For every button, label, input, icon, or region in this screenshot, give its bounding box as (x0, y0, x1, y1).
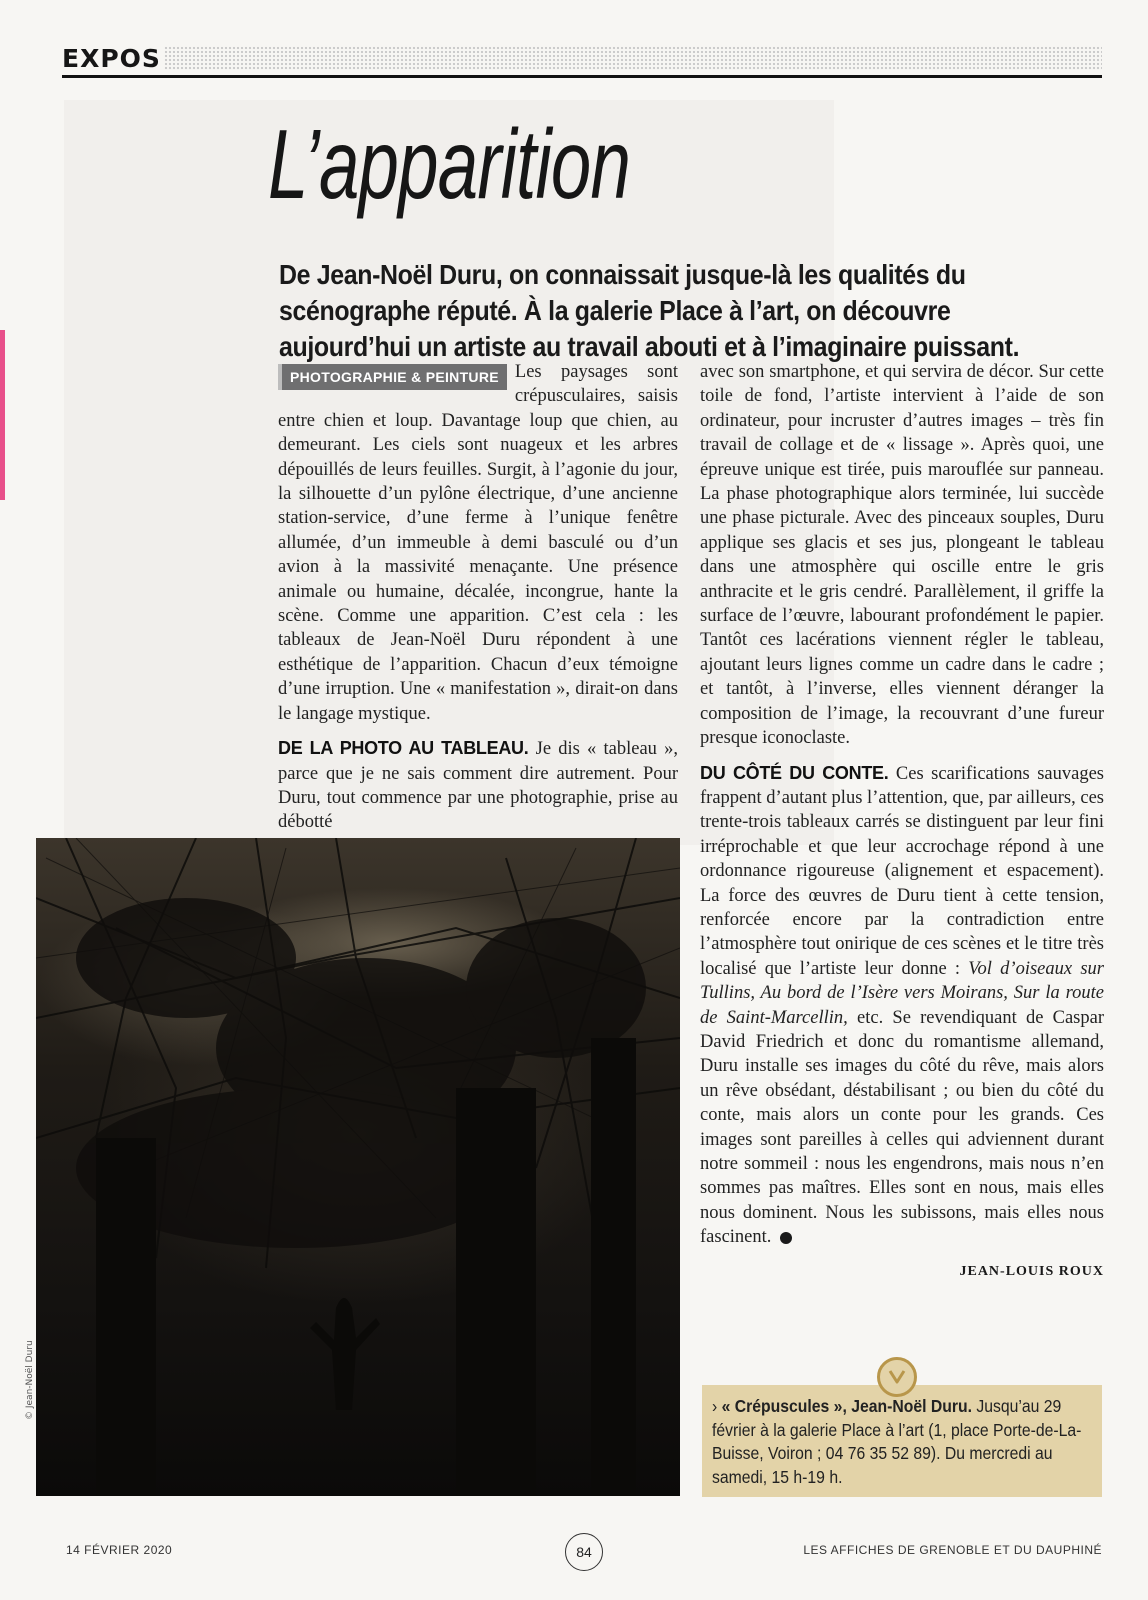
end-of-article-dot (780, 1232, 792, 1244)
column-right (700, 360, 1104, 1280)
section-label: EXPOS (62, 44, 161, 73)
info-bullet: › (712, 1396, 718, 1416)
photo-credit: © Jean-Noël Duru (25, 1340, 35, 1420)
paragraph-intro-text: Les paysages sont crépusculaires, saisis entre chien et loup. Davantage loup que chien, au demeurant. Les ciels sont nuageux et les arbres dépouillés de leurs feuilles. Surgit, à l’agonie du jour, la silhouette d’un pylône électrique, d’une ancienne station-service, d’une ferme à l’unique fenêtre allumée, d’un immeuble à demi basculé ou d’un avion à la massivité menaçante. Une présence animale ou humaine, décalée, incongrue, hante la scène. Comme une apparition. C’est cela : les tableaux de Jean-Noël Duru répondent à une esthétique de l’apparition. Chacun d’eux témoigne d’une irruption. Une « manifestation », dirait-on dans le langage mystique. (278, 362, 678, 724)
artwork-titles: Vol d’oiseaux sur Tullins, Au bord de l’Isère vers Moirans, Sur la route de Saint-Marcellin, (700, 958, 1104, 1028)
paragraph-process: avec son smartphone, et qui servira de décor. Sur cette toile de fond, l’artiste intervient à l’aide de son ordinateur, pour incruster d’autres images – très fin travail de collage et de « lissage ». Après quoi, une épreuve unique est tirée, puis marouflée sur panneau. La phase photographique alors terminée, lui succède une phase picturale. Avec des pinceaux souples, Duru applique ses glacis et ses jus, plongeant le tableau dans une atmosphère qui oscille entre le gris anthracite et le gris cendré. Parallèlement, il griffe la surface de l’œuvre, labourant profondément le papier. Tantôt ces lacérations viennent régler le tableau, ajoutant leurs lignes comme un cadre dans le cadre ; et tantôt, à l’inverse, elles viennent déranger la composition de l’image, la recouvrant d’une fureur presque iconoclaste. (700, 362, 1104, 749)
column-left (278, 360, 678, 835)
practical-info-text (712, 1395, 1090, 1489)
section-header (62, 42, 1102, 80)
chevron-down-icon-glyph (888, 1369, 906, 1385)
artwork-image (36, 838, 680, 1496)
exhibition-name: « Crépuscules », Jean-Noël Duru. (721, 1396, 972, 1416)
paragraph-intro (278, 360, 678, 726)
paragraph-photo-text: Je dis « tableau », parce que je ne sais comment dire autrement. Pour Duru, tout commence par une photographie, prise au débotté (278, 739, 678, 833)
header-rule (62, 75, 1102, 78)
paragraph-tale-text-b: etc. Se revendiquant de Caspar David Friedrich et donc du romantisme allemand, Duru installe ses images du côté du rêve, mais alors un rêve obsédant, déstabilisant ; ou bien du côté du conte, mais alors un conte pour les grands. Ces images sont pareilles à celles qui adviennent durant notre sommeil : nous les engendrons, mais nous n’en sommes pas maîtres. Elles sont en nous, mais elles nous dominent. Nous les subissons, mais elles nous fascinent. (700, 1007, 1105, 1248)
exhibition-details: Jusqu’au 29 février à la galerie Place à l’art (1, place Porte-de-La-Buisse, Voiron ; 04 76 35 52 89). Du mercredi au samedi, 15 h-19 h. (712, 1396, 1082, 1487)
article-title: L’apparition (268, 109, 631, 219)
chevron-down-icon (877, 1357, 917, 1397)
article-lead: De Jean-Noël Duru, on connaissait jusque-là les qualités du scénographe réputé. À la galerie Place à l’art, on découvre aujourd’hui un artiste au travail abouti et à l’imaginaire puissant. (279, 259, 1020, 362)
paragraph-tale-text-a: Ces scarifications sauvages frappent d’autant plus l’attention, que, par ailleurs, ces trente-trois tableaux carrés se distinguent par leur fini irréprochable et que leur accrochage répond à une ordonnance rigoureuse (alignement et espacement). La force des œuvres de Duru tient à cette tension, renforcée encore par la contradiction entre l’atmosphère tout onirique de ces scènes et le titre très localisé que l’artiste leur donne : (700, 763, 1104, 979)
page-number: 84 (565, 1533, 603, 1571)
edge-color-mark (0, 330, 5, 500)
footer-publication: LES AFFICHES DE GRENOBLE ET DU DAUPHINÉ (803, 1543, 1102, 1557)
artwork-photo (36, 838, 680, 1496)
subheading-photo-to-painting: DE LA PHOTO AU TABLEAU. (278, 738, 529, 759)
header-dot-pattern (164, 46, 1102, 70)
footer-date: 14 FÉVRIER 2020 (66, 1543, 173, 1557)
practical-info-box (702, 1385, 1102, 1497)
author-byline: JEAN-LOUIS ROUX (959, 1263, 1104, 1279)
category-tag: PHOTOGRAPHIE & PEINTURE (278, 364, 507, 390)
paragraph-photo-to-painting (278, 736, 678, 835)
paragraph-tale (700, 761, 1104, 1250)
subheading-tale: DU CÔTÉ DU CONTE. (700, 762, 889, 783)
